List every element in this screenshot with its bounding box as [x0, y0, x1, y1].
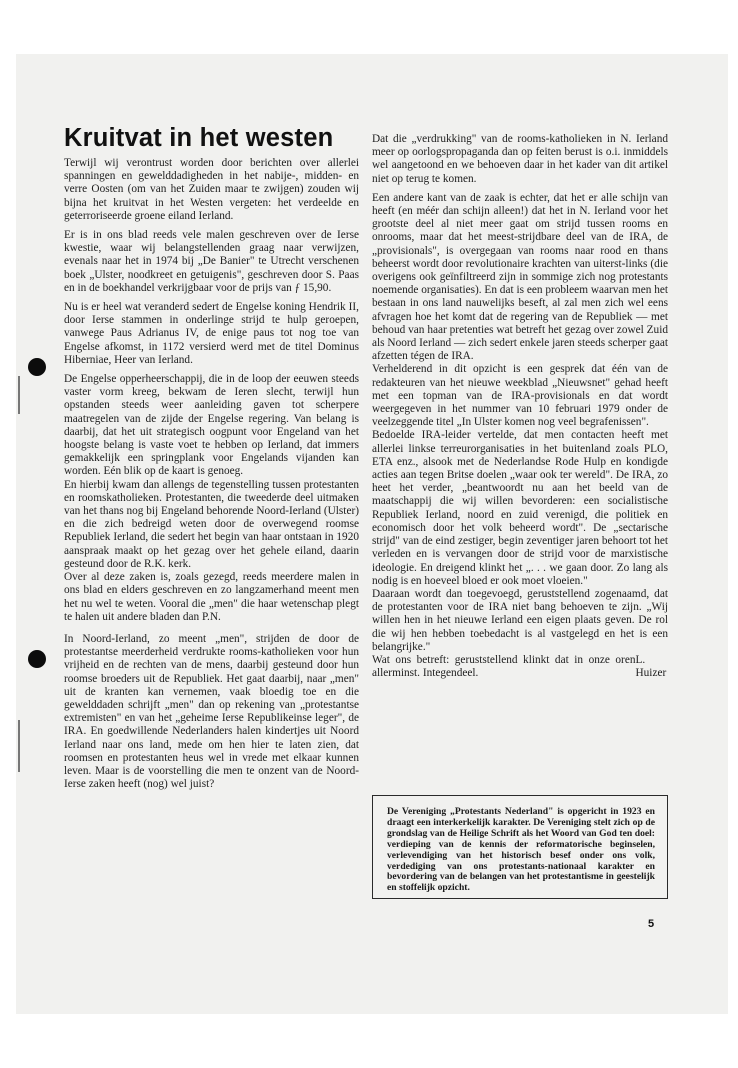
page-number: 5	[648, 918, 655, 930]
punch-hole	[28, 358, 46, 376]
paragraph: Bedoelde IRA-leider vertelde, dat men contacten heeft met allerlei linkse terreurorganisaties in het buitenland zoals PLO, ETA enz., alsook met de Nederlandse Rode Hulp en kondigde acties aan tegen Britse doelen „waar ook ter wereld". De IRA, zo heet het verder, „beantwoordt nu aan het beeld van de maatschappij die wij willen bevorderen: een socialistische Republiek Ierland, noord en zuid verenigd, die politiek en economisch door het volk beheerd wordt". De „sectarische strijd" van de eind zestiger, begin zeventiger jaren behoort tot het verleden en is vervangen door de strijd voor de marxistische ideologie. En dreigend klinkt het „. . . we gaan door. Zo lang als nodig is en hoeveel bloed er ook moet vloeien."	[372, 429, 668, 587]
paragraph: Dat die „verdrukking" van de rooms-katholieken in N. Ierland meer op oorlogspropaganda dan op feiten berust is o.i. inmiddels wel aangetoond en we behoeven daar in het kader van dit artikel niet op terug te komen.	[372, 133, 668, 185]
paragraph: Een andere kant van de zaak is echter, dat het er alle schijn van heeft (en méér dan schijn alleen!) dat het in N. Ierland voor het grootste deel al niet meer gaat om strijd tussen rooms en onrooms, maar dat het meest-strijdbare deel van de IRA, de „provisionals", is overgegaan van rooms naar rood en thans beheerst wordt door revolutionaire krachten van uiterst-links (die overigens ook geïnfiltreerd zijn in sommige zich nog protestants noemende organisaties). En dat is een probleem waarvan men het bestaan in ons land nauwelijks beseft, al zal men zich wel eens afvragen hoe het komt dat de regering van de Republiek — met behoud van haar pretenties wat betreft het gezag over zowel Zuid als Noord Ierland — zich sedert enkele jaren steeds scherper gaat afzetten tégen de IRA.	[372, 191, 668, 363]
binding-mark	[18, 720, 20, 772]
paragraph: Verhelderend in dit opzicht is een gesprek dat één van de redakteuren van het nieuwe weekblad „Nieuwsnet" gehad heeft met een topman van de IRA-provisionals en dat wordt weergegeven in het nummer van 10 februari 1979 onder de veelzeggende titel „In Ulster komen nog veel begrafenissen".	[372, 363, 668, 429]
article-title: Kruitvat in het westen	[64, 124, 334, 152]
right-column	[372, 133, 668, 680]
binding-mark	[18, 376, 20, 414]
paragraph: En hierbij kwam dan allengs de tegenstelling tussen protestanten en roomskatholieken. Protestanten, die tweederde deel uitmaken van het thans nog bij Engeland behorende Noord-Ierland (Ulster) en die zich bedreigd weten door de overwegend roomse Republiek Ierland, die sedert het begin van haar ontstaan in 1920 aanspraak maakt op het gezag over het gehele eiland, daarin gesteund door de R.K. kerk.	[64, 478, 359, 570]
paragraph: Daaraan wordt dan toegevoegd, geruststellend zogenaamd, dat de protestanten voor de IRA niet bang behoeven te zijn. „Wij willen hen in het nieuwe Ierland een eigen plaats geven. De rol die wij hen hebben toebedacht is al vastgelegd en het is een belangrijke."	[372, 587, 668, 653]
paragraph: De Engelse opperheerschappij, die in de loop der eeuwen steeds vaster vorm kreeg, bekwam de Ieren slecht, terwijl hun opstanden steeds weer aanleiding gaven tot scherpere maatregelen van de zijde der Engelse regering. Van belang is daarbij, dat het uit strategisch oogpunt voor Engeland van het hoogste belang is vaste voet te hebben op Ierland, dat immers gemakkelijk een springplank voor Engelands vijanden kan worden. Eén blik op de kaart is genoeg.	[64, 373, 359, 478]
paragraph: Er is in ons blad reeds vele malen geschreven over de Ierse kwestie, waar wij belangstellenden graag naar verwijzen, evenals naar het in 1974 bij „De Banier" te Utrecht verschenen boek „Ulster, noodkreet en getuigenis", geschreven door S. Paas en in de boekhandel verkrijgbaar voor de prijs van ƒ 15,90.	[64, 229, 359, 294]
paragraph: Over al deze zaken is, zoals gezegd, reeds meerdere malen in ons blad en elders geschreven en zo langzamerhand meent men het nu wel te weten. Vooral die „men" die haar wetenschap plegt te halen uit andere bladen dan P.N.	[64, 571, 359, 623]
paragraph: Terwijl wij verontrust worden door berichten over allerlei spanningen en gewelddadigheden in het nabije-, midden- en verre Oosten (om van het Zuiden maar te zwijgen) zouden wij bijna het kruitvat in het Westen vergeten: het verdeelde en geterroriseerde groene eiland Ierland.	[64, 157, 359, 222]
paragraph: In Noord-Ierland, zo meent „men", strijden de door de protestantse meerderheid verdrukte rooms-katholieken voor hun vrijheid en de rechten van de mens, daarbij gesteund door hun roomse broeders uit de Republiek. Het gaat daarbij, naar „men" uit de kranten kan vernemen, vaak bloedig toe en die gewelddaden schrijft „men" dan op rekening van „protestantse extremisten" en van het „geheime Ierse Republikeinse leger", de IRA. En goedwillende Nederlanders halen kindertjes uit Noord Ierland naar ons land, mede om hen hier te laten zien, dat roomsen en protestanten heus wel in vrede met elkaar kunnen leven. Maar is de voorstelling die men te onzent van de Noord-Ierse zaken heeft (nog) wel juist?	[64, 632, 359, 791]
author-signature: L. Huizer	[635, 653, 667, 680]
paragraph: Nu is er heel wat veranderd sedert de Engelse koning Hendrik II, door Ierse stammen in onderlinge strijd te hulp geroepen, vanwege Paus Adrianus IV, de enige paus tot nog toe van Engelse afkomst, in 1172 versierd werd met de titel Dominus Hiberniae, Heer van Ierland.	[64, 301, 359, 366]
info-box-text: De Vereniging „Protestants Nederland" is opgericht in 1923 en draagt een interkerkelijk karakter. De Vereniging stelt zich op de grondslag van de Heilige Schrift als het Woord van God ten doel: verdieping van de kennis der reformatorische beginselen, verlevendiging van het historisch besef onder ons volk, verdediging van ons protestants-nationaal karakter en bevordering van de belangen van het protestantisme in geestelijk en stoffelijk opzicht.	[387, 806, 655, 894]
association-info-box	[372, 795, 668, 899]
closing-line	[372, 654, 668, 680]
closing-text: Wat ons betreft: geruststellend klinkt dat in onze oren allerminst. Integendeel.	[372, 653, 636, 680]
left-column	[64, 157, 359, 797]
punch-hole	[28, 650, 46, 668]
